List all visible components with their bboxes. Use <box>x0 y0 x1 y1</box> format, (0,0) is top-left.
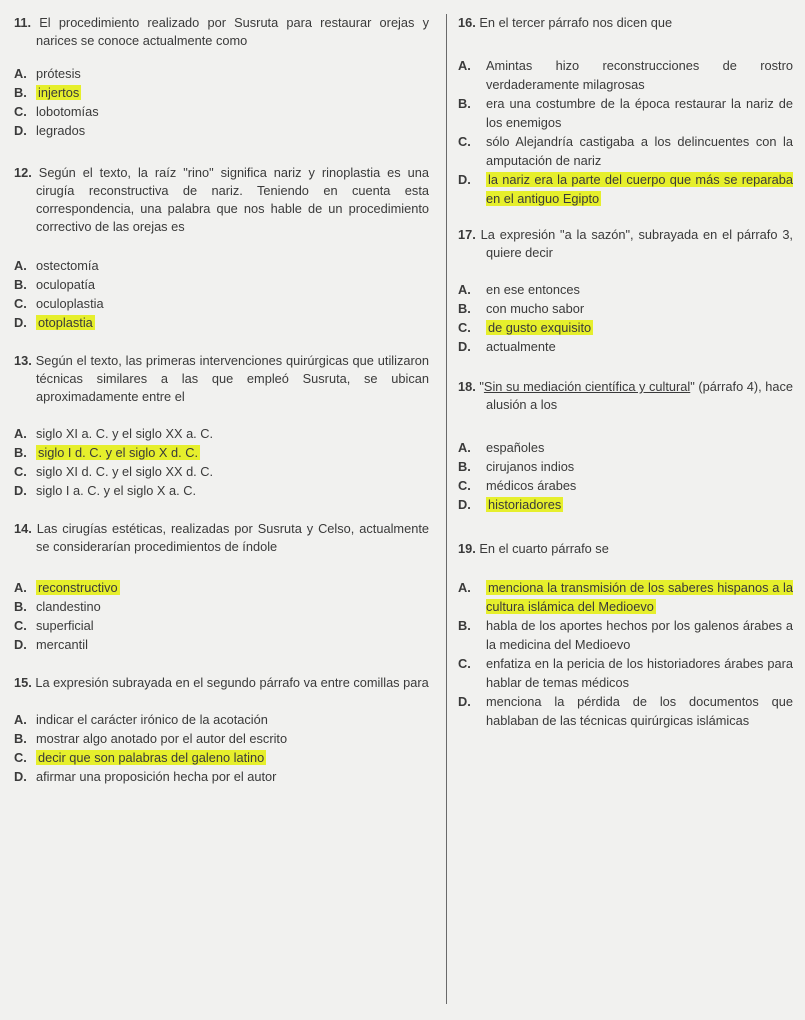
option-d[interactable]: D. siglo I a. C. y el siglo X a. C. <box>14 483 197 498</box>
option-b[interactable]: B. cirujanos indios <box>458 459 575 474</box>
question-number: 15. <box>14 675 32 690</box>
question-15 <box>14 674 429 786</box>
right-column <box>458 14 793 730</box>
options-list <box>14 424 429 500</box>
option-a[interactable]: A. indicar el carácter irónico de la acotación <box>14 712 268 727</box>
option-c[interactable]: C. siglo XI d. C. y el siglo XX d. C. <box>14 464 214 479</box>
option-d[interactable]: D. menciona la pérdida de los documentos que hablaban de las técnicas quirúrgicas islámicas <box>458 694 793 728</box>
option-c[interactable]: C. enfatiza en la pericia de los historiadores árabes para hablar de temas médicos <box>458 656 793 690</box>
option-c[interactable]: C. oculoplastia <box>14 296 104 311</box>
question-stem <box>14 352 429 406</box>
question-number: 17. <box>458 227 476 242</box>
question-stem <box>14 520 429 556</box>
question-text: Según el texto, la raíz "rino" significa nariz y rinoplastia es una cirugía reconstructiva de nariz. Teniendo en cuenta esta correspondencia, una palabra que nos hable de un procedimiento correctivo de las orejas es <box>36 165 430 234</box>
option-a[interactable]: A. ostectomía <box>14 258 99 273</box>
options-list <box>458 578 793 730</box>
option-c[interactable]: C. sólo Alejandría castigaba a los delincuentes con la amputación de nariz <box>458 134 793 168</box>
highlighted-answer: siglo I d. C. y el siglo X d. C. <box>38 445 199 460</box>
highlighted-answer: reconstructivo <box>38 580 118 595</box>
question-number: 16. <box>458 15 476 30</box>
options-list <box>458 438 793 514</box>
question-text: La expresión "a la sazón", subrayada en el párrafo 3, quiere decir <box>480 227 793 260</box>
options-list <box>14 64 429 140</box>
option-a[interactable]: A. prótesis <box>14 66 81 81</box>
option-b[interactable]: B. habla de los aportes hechos por los galenos árabes a la medicina del Medioevo <box>458 618 793 652</box>
question-text: En el tercer párrafo nos dicen que <box>479 15 673 30</box>
option-d[interactable]: D. afirmar una proposición hecha por el autor <box>14 769 277 784</box>
highlighted-answer: la nariz era la parte del cuerpo que más se reparaba en el antiguo Egipto <box>486 172 793 206</box>
option-b[interactable]: B. siglo I d. C. y el siglo X d. C. <box>14 445 199 460</box>
option-b[interactable]: B. con mucho sabor <box>458 301 585 316</box>
option-a[interactable]: A. menciona la transmisión de los saberes hispanos a la cultura islámica del Medioevo <box>458 580 793 614</box>
option-b[interactable]: B. injertos <box>14 85 80 100</box>
option-d[interactable]: D. legrados <box>14 123 86 138</box>
question-stem <box>458 14 793 32</box>
option-b[interactable]: B. mostrar algo anotado por el autor del escrito <box>14 731 288 746</box>
question-number: 13. <box>14 353 32 368</box>
question-16 <box>458 14 793 208</box>
question-number: 14. <box>14 521 32 536</box>
option-c[interactable]: C. de gusto exquisito <box>458 320 592 335</box>
options-list <box>14 256 429 332</box>
options-list <box>14 710 429 786</box>
option-d[interactable]: D. la nariz era la parte del cuerpo que más se reparaba en el antiguo Egipto <box>458 172 793 206</box>
option-b[interactable]: B. era una costumbre de la época restaurar la nariz de los enemigos <box>458 96 793 130</box>
question-19 <box>458 540 793 730</box>
question-stem: 18. "Sin su mediación científica y cultural" (párrafo 4), hace alusión a los <box>458 379 794 412</box>
question-13 <box>14 352 429 500</box>
question-12 <box>14 164 429 332</box>
question-14 <box>14 520 429 654</box>
question-text: La expresión subrayada en el segundo párrafo va entre comillas para <box>35 675 429 690</box>
option-c[interactable]: C. lobotomías <box>14 104 99 119</box>
options-list <box>14 578 429 654</box>
option-d[interactable]: D. actualmente <box>458 339 556 354</box>
highlighted-answer: injertos <box>38 85 80 100</box>
option-d[interactable]: D. mercantil <box>14 637 88 652</box>
question-stem <box>14 164 429 236</box>
option-a[interactable]: A. siglo XI a. C. y el siglo XX a. C. <box>14 426 214 441</box>
question-stem <box>458 540 793 558</box>
option-a[interactable]: A. españoles <box>458 440 545 455</box>
option-c[interactable]: C. médicos árabes <box>458 478 577 493</box>
option-d[interactable]: D. otoplastia <box>14 315 93 330</box>
question-stem <box>14 674 429 692</box>
question-stem <box>14 14 429 50</box>
highlighted-answer: historiadores <box>488 497 562 512</box>
question-stem <box>458 226 793 262</box>
underlined-quote: Sin su mediación científica y cultural <box>483 379 691 394</box>
option-b[interactable]: B. oculopatía <box>14 277 96 292</box>
options-list <box>458 56 793 208</box>
option-a[interactable]: A. en ese entonces <box>458 282 580 297</box>
highlighted-answer: otoplastia <box>38 315 93 330</box>
question-number: 19. <box>458 541 476 556</box>
question-17 <box>458 226 793 356</box>
option-a[interactable]: A. Amintas hizo reconstrucciones de rostro verdaderamente milagrosas <box>458 58 793 92</box>
question-text: El procedimiento realizado por Susruta para restaurar orejas y narices se conoce actualmente como <box>36 15 429 48</box>
question-11 <box>14 14 429 140</box>
question-text: Según el texto, las primeras intervenciones quirúrgicas que utilizaron técnicas similares a las que empleó Susruta, se ubican aproximadamente entre el <box>35 353 429 404</box>
question-18 <box>458 378 793 514</box>
left-column <box>14 14 434 786</box>
question-number: 11. <box>14 15 32 30</box>
highlighted-answer: menciona la transmisión de los saberes hispanos a la cultura islámica del Medioevo <box>486 580 793 614</box>
option-a[interactable]: A. reconstructivo <box>14 580 118 595</box>
option-d[interactable]: D. historiadores <box>458 497 562 512</box>
question-text: Las cirugías estéticas, realizadas por Susruta y Celso, actualmente se considerarían procedimientos de índole <box>36 521 429 554</box>
question-text: En el cuarto párrafo se <box>479 541 609 556</box>
option-c[interactable]: C. decir que son palabras del galeno latino <box>14 750 265 765</box>
question-number: 12. <box>14 165 32 180</box>
question-number: 18. <box>458 379 476 394</box>
highlighted-answer: de gusto exquisito <box>488 320 592 335</box>
option-c[interactable]: C. superficial <box>14 618 94 633</box>
column-divider <box>446 14 447 1004</box>
options-list <box>458 280 793 356</box>
highlighted-answer: decir que son palabras del galeno latino <box>38 750 265 765</box>
option-b[interactable]: B. clandestino <box>14 599 101 614</box>
